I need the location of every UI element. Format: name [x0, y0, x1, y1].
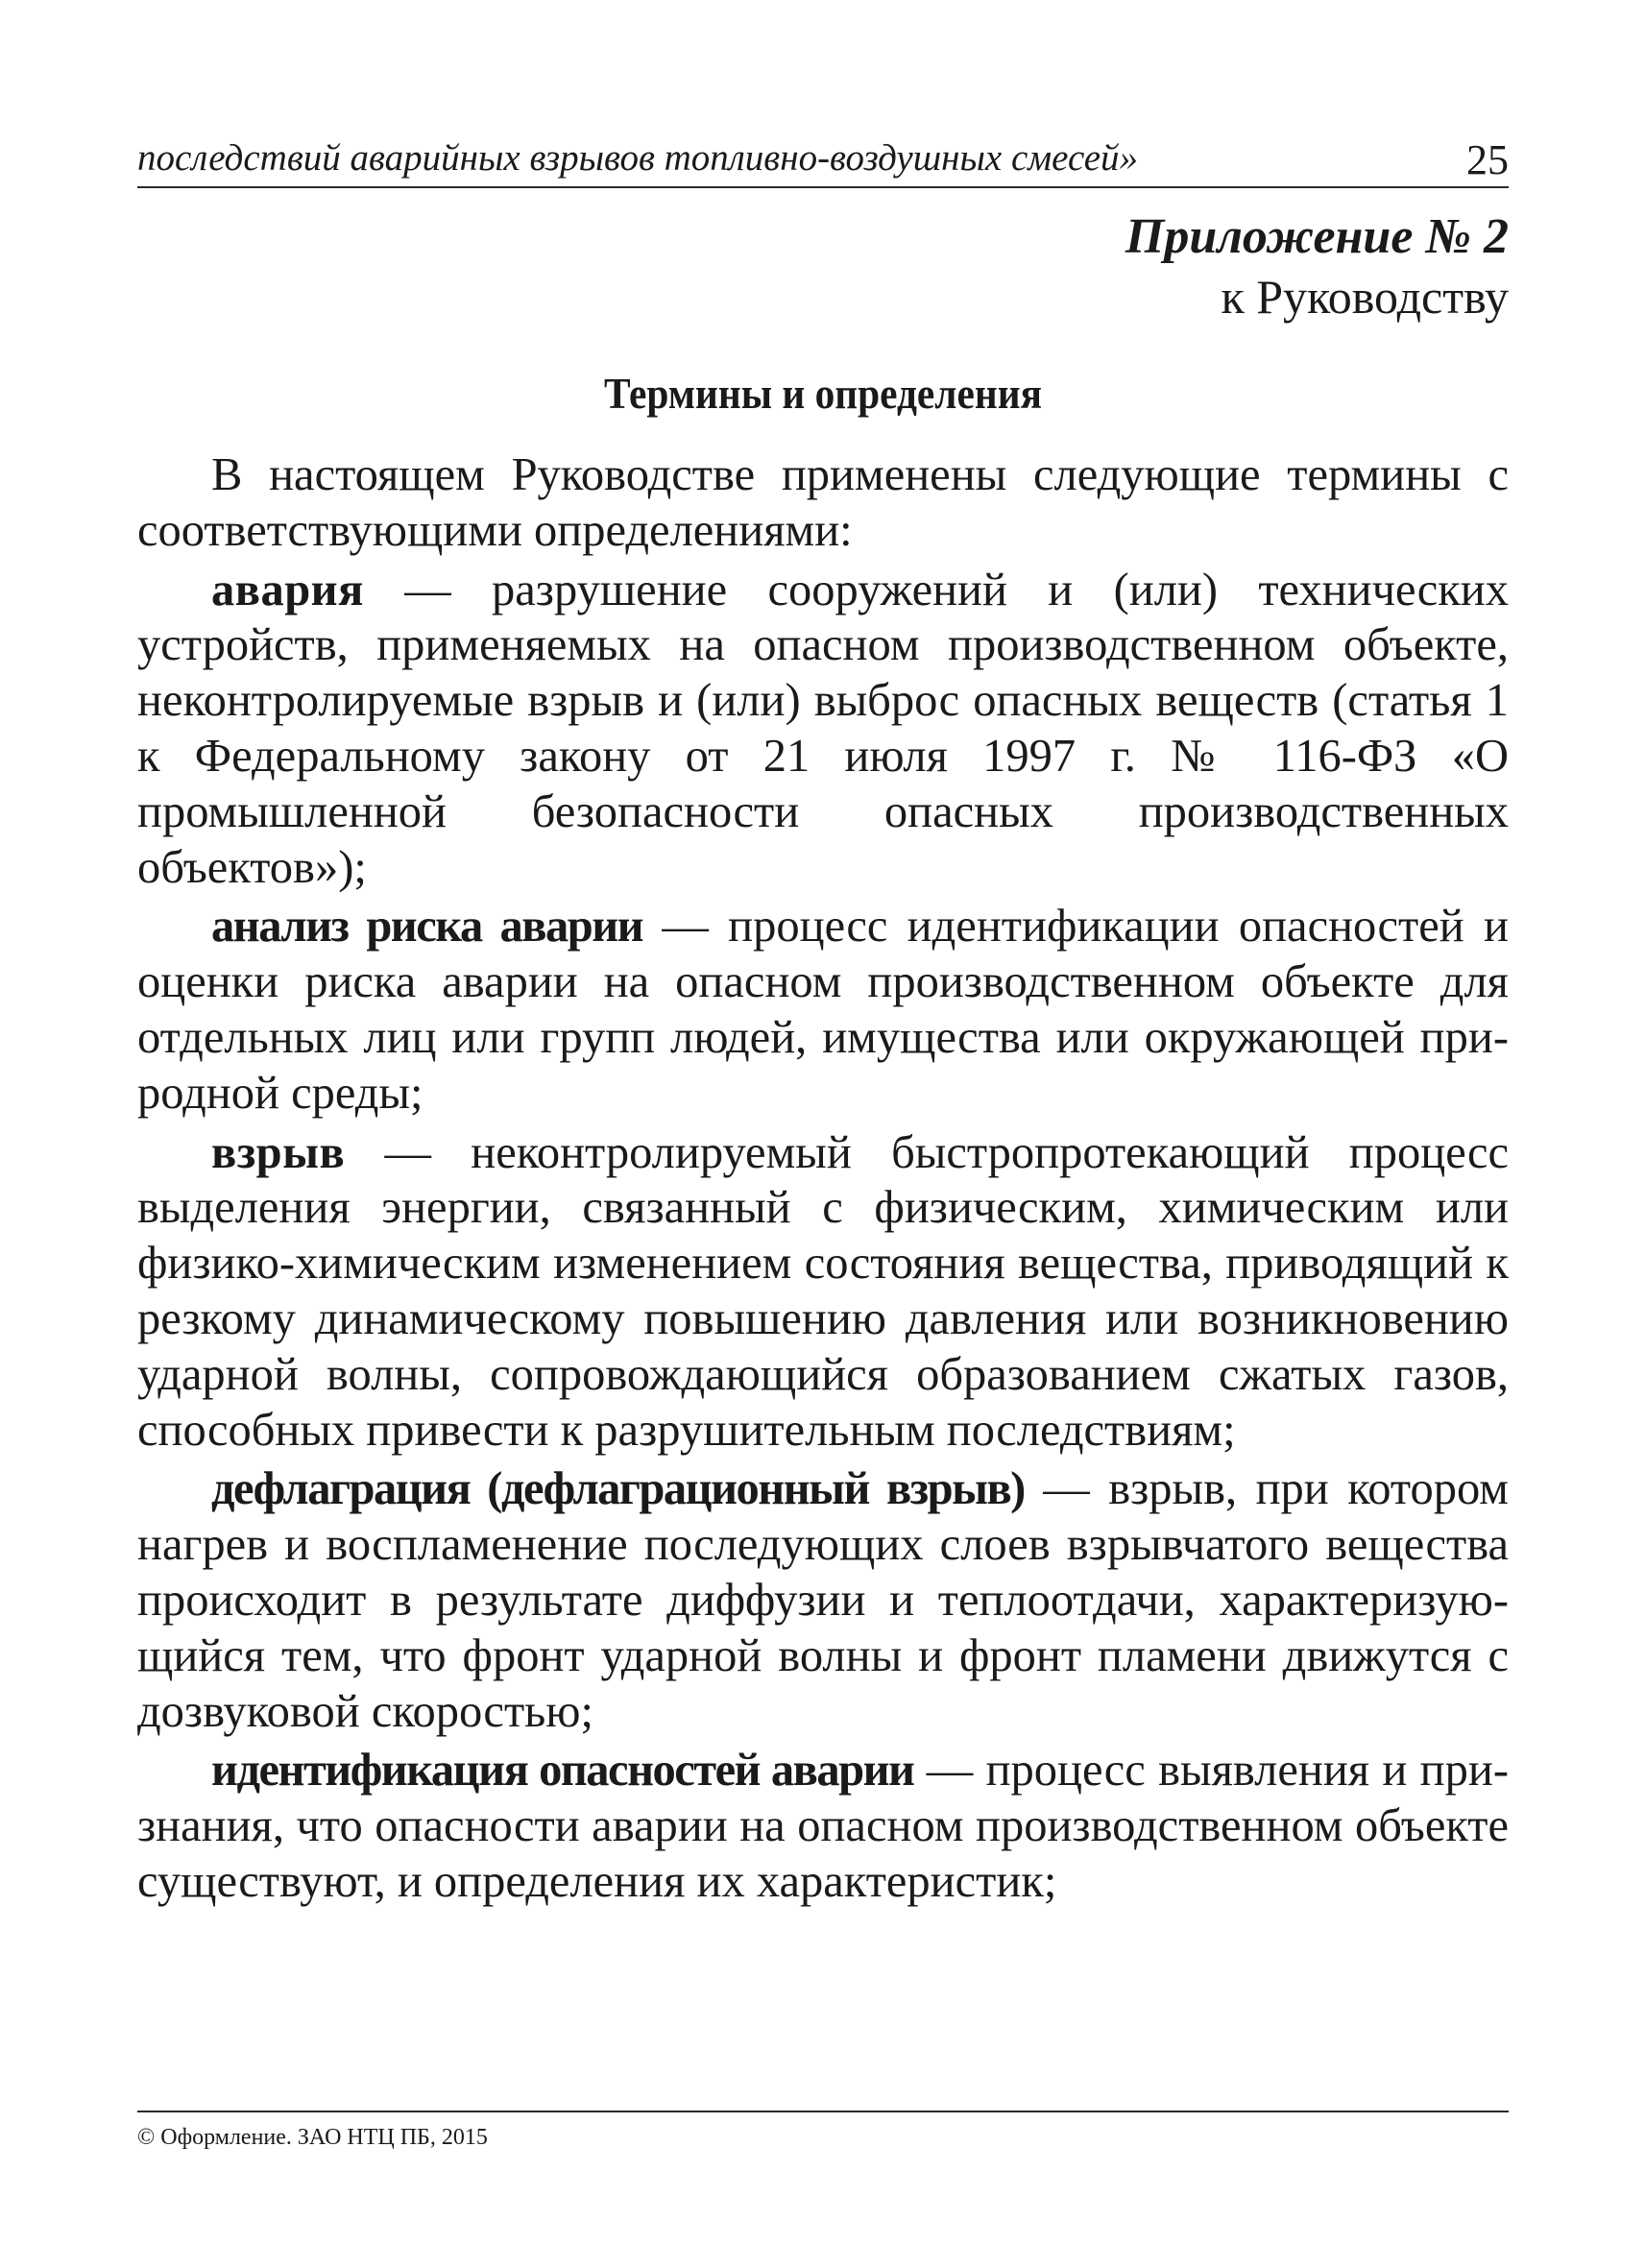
term-definition: — процесс идентификации опасностей и оценки риска аварии на опасном производственном объекте для отдельных лиц или групп людей, имущества или окружающей природной среды;	[137, 901, 1509, 1119]
section-title: Термины и определения	[603, 370, 1043, 418]
term-entry-avaria	[137, 563, 1509, 896]
term-definition: — разрушение сооружений и (или) технических устройств, применяемых на опасном производственном объекте, неконтролируемые взрыв и (или) выброс опасных веществ (статья 1 к Федеральному закону от 21 июля 1997 г. № 116-ФЗ «О промышленной безопасности опасных производственных объектов»);	[137, 564, 1509, 893]
intro-paragraph: В настоящем Руководстве применены следующие термины с соответствующими определениями:	[137, 449, 1509, 556]
appendix-subtitle: к Руководству	[1221, 270, 1509, 324]
term-definition: — неконтролируемый быстропротекающий процесс выделения энергии, связанный с физическим, химическим или физико-химическим изменением состояния вещества, приводящий к резкому динамическому повышению давления или возникновению ударной волны, сопровождающийся образованием сжатых газов, способных привести к разрушительным последствиям;	[137, 1126, 1509, 1456]
term-entry-explosion	[137, 1125, 1509, 1459]
term-label: идентификация опасностей аварии	[211, 1745, 914, 1797]
running-title: последствий аварийных взрывов топливно-воздушных смесей»	[137, 137, 1139, 179]
appendix-label: Приложение № 2	[1125, 209, 1509, 264]
term-label: авария	[211, 564, 364, 615]
running-header	[137, 133, 1509, 188]
term-definition: — процесс выявления и признания, что опасности аварии на опасном производственном объекте существуют, и определения их характеристик;	[137, 1745, 1509, 1907]
term-label: дефлаграция (дефлаграционный взрыв)	[211, 1463, 1025, 1515]
term-label: анализ риска аварии	[211, 901, 643, 953]
term-definition: — взрыв, при котором нагрев и воспламенение последующих слоев взрывчатого вещества происходит в результате диффузии и теплоотдачи, характеризующийся тем, что фронт ударной волны и фронт пламени движутся с дозвуковой скоростью;	[137, 1463, 1509, 1737]
page-footer	[137, 2111, 1509, 2153]
document-body	[137, 447, 1509, 1910]
footer-credit: © Оформление. ЗАО НТЦ ПБ, 2015	[137, 2125, 488, 2150]
term-label: взрыв	[211, 1126, 346, 1178]
term-entry-risk-analysis	[137, 899, 1509, 1121]
term-entry-deflagration	[137, 1461, 1509, 1739]
page-number: 25	[1466, 136, 1509, 183]
term-entry-hazard-identification	[137, 1743, 1509, 1909]
